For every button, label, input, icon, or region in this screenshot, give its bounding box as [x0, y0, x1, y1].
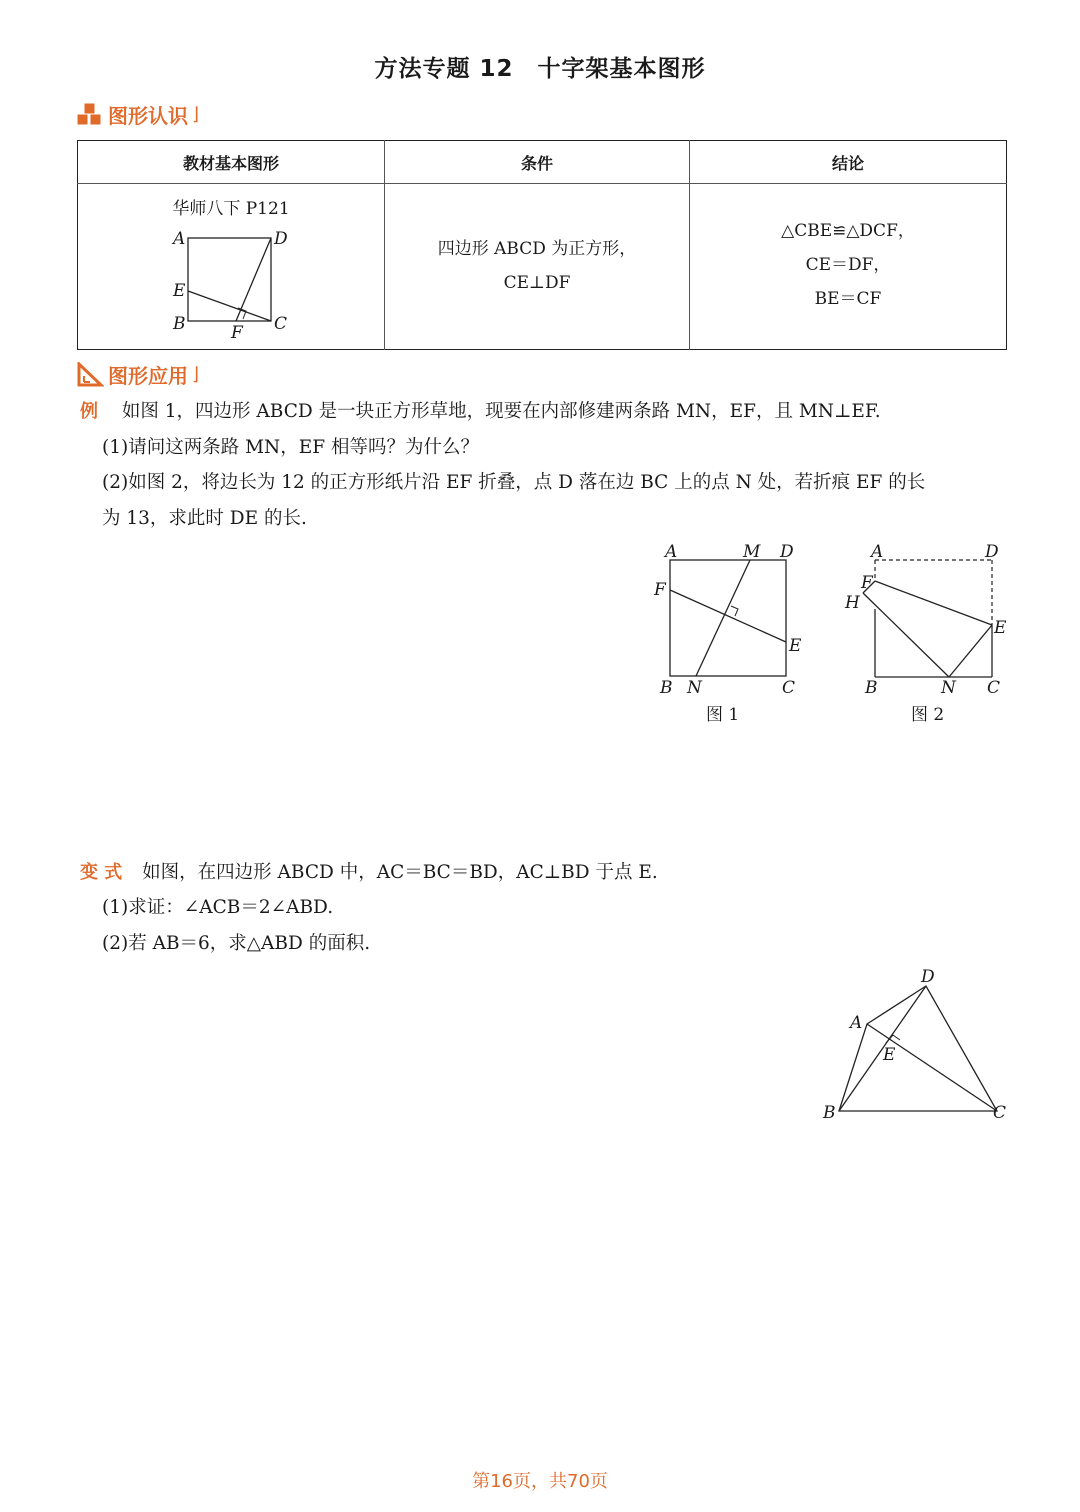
- vertex-label: B: [173, 314, 186, 334]
- vertex-label: A: [871, 542, 884, 562]
- figure-caption: 图 2: [911, 705, 945, 725]
- page-title: 方法专题 12 十字架基本图形: [374, 56, 706, 82]
- recognition-table: [77, 140, 1007, 350]
- vertex-label: F: [231, 323, 243, 343]
- condition-line: 四边形 ABCD 为正方形，: [437, 239, 637, 259]
- table-cell-conclusion: [690, 184, 1007, 350]
- variant-tag: 变 式: [80, 862, 123, 883]
- vertex-label: D: [780, 542, 794, 562]
- vertex-label: B: [660, 678, 673, 698]
- example-question-1: (1)请问这两条路 MN，EF 相等吗？为什么？: [102, 437, 479, 458]
- example-stem-row: [80, 400, 881, 424]
- vertex-label: C: [993, 1103, 1007, 1123]
- vertex-label: M: [743, 542, 761, 562]
- table-cell-condition: [385, 184, 690, 350]
- vertex-label: H: [845, 593, 860, 613]
- example-stem: 如图 1，四边形 ABCD 是一块正方形草地，现要在内部修建两条路 MN，EF，且 MN⊥EF.: [121, 401, 881, 422]
- section-bracket: ⌋: [192, 364, 200, 385]
- variant-figure: [815, 960, 1015, 1140]
- vertex-label: A: [665, 542, 678, 562]
- variant-stem-row: [80, 861, 658, 885]
- vertex-label: C: [782, 678, 796, 698]
- variant-question-1: (1)求证：∠ACB＝2∠ABD.: [102, 897, 334, 918]
- vertex-label: F: [861, 573, 873, 593]
- example-question-2-cont: 为 13，求此时 DE 的长.: [102, 508, 307, 529]
- vertex-label: D: [921, 967, 935, 987]
- vertex-label: D: [985, 542, 999, 562]
- vertex-label: B: [865, 678, 878, 698]
- conclusion-line: △CBE≌△DCF，: [781, 221, 915, 241]
- vertex-label: F: [654, 580, 666, 600]
- variant-question-2: (2)若 AB＝6，求△ABD 的面积.: [102, 933, 371, 954]
- vertex-label: C: [987, 678, 1001, 698]
- vertex-label: N: [687, 678, 702, 698]
- vertex-label: D: [274, 229, 288, 249]
- table-header: 条件: [385, 141, 690, 184]
- vertex-label: E: [789, 636, 802, 656]
- example-tag: 例: [80, 401, 98, 422]
- vertex-label: A: [173, 229, 186, 249]
- vertex-label: A: [850, 1013, 863, 1033]
- vertex-label: E: [994, 618, 1007, 638]
- vertex-label: C: [274, 314, 288, 334]
- triangle-ruler-icon: [76, 362, 104, 388]
- figure-1: [640, 535, 820, 735]
- section-header-application: [76, 360, 199, 389]
- vertex-label: B: [823, 1103, 836, 1123]
- condition-line: CE⊥DF: [503, 273, 571, 293]
- page-indicator: 第16页，共70页: [472, 1471, 608, 1492]
- section-header-recognition: [76, 100, 199, 129]
- vertex-label: E: [173, 281, 186, 301]
- vertex-label: N: [941, 678, 956, 698]
- conclusion-line: CE＝DF，: [805, 255, 891, 275]
- example-question-2: (2)如图 2，将边长为 12 的正方形纸片沿 EF 折叠，点 D 落在边 BC 上的点 N 处，若折痕 EF 的长: [102, 472, 926, 493]
- variant-stem: 如图，在四边形 ABCD 中，AC＝BC＝BD，AC⊥BD 于点 E.: [142, 862, 658, 883]
- table-cell-figure: [78, 184, 385, 350]
- conclusion-line: BE＝CF: [814, 289, 882, 309]
- vertex-label: E: [883, 1045, 896, 1065]
- section-title: 图形认识: [108, 104, 188, 128]
- section-title: 图形应用: [108, 364, 188, 388]
- cubes-icon: [76, 102, 104, 128]
- basic-square-figure: [78, 184, 382, 349]
- textbook-source: 华师八下 P121: [172, 199, 290, 219]
- table-header: 结论: [690, 141, 1007, 184]
- figure-2: [835, 535, 1025, 735]
- figure-caption: 图 1: [706, 705, 740, 725]
- table-header: 教材基本图形: [78, 141, 385, 184]
- section-bracket: ⌋: [192, 104, 200, 125]
